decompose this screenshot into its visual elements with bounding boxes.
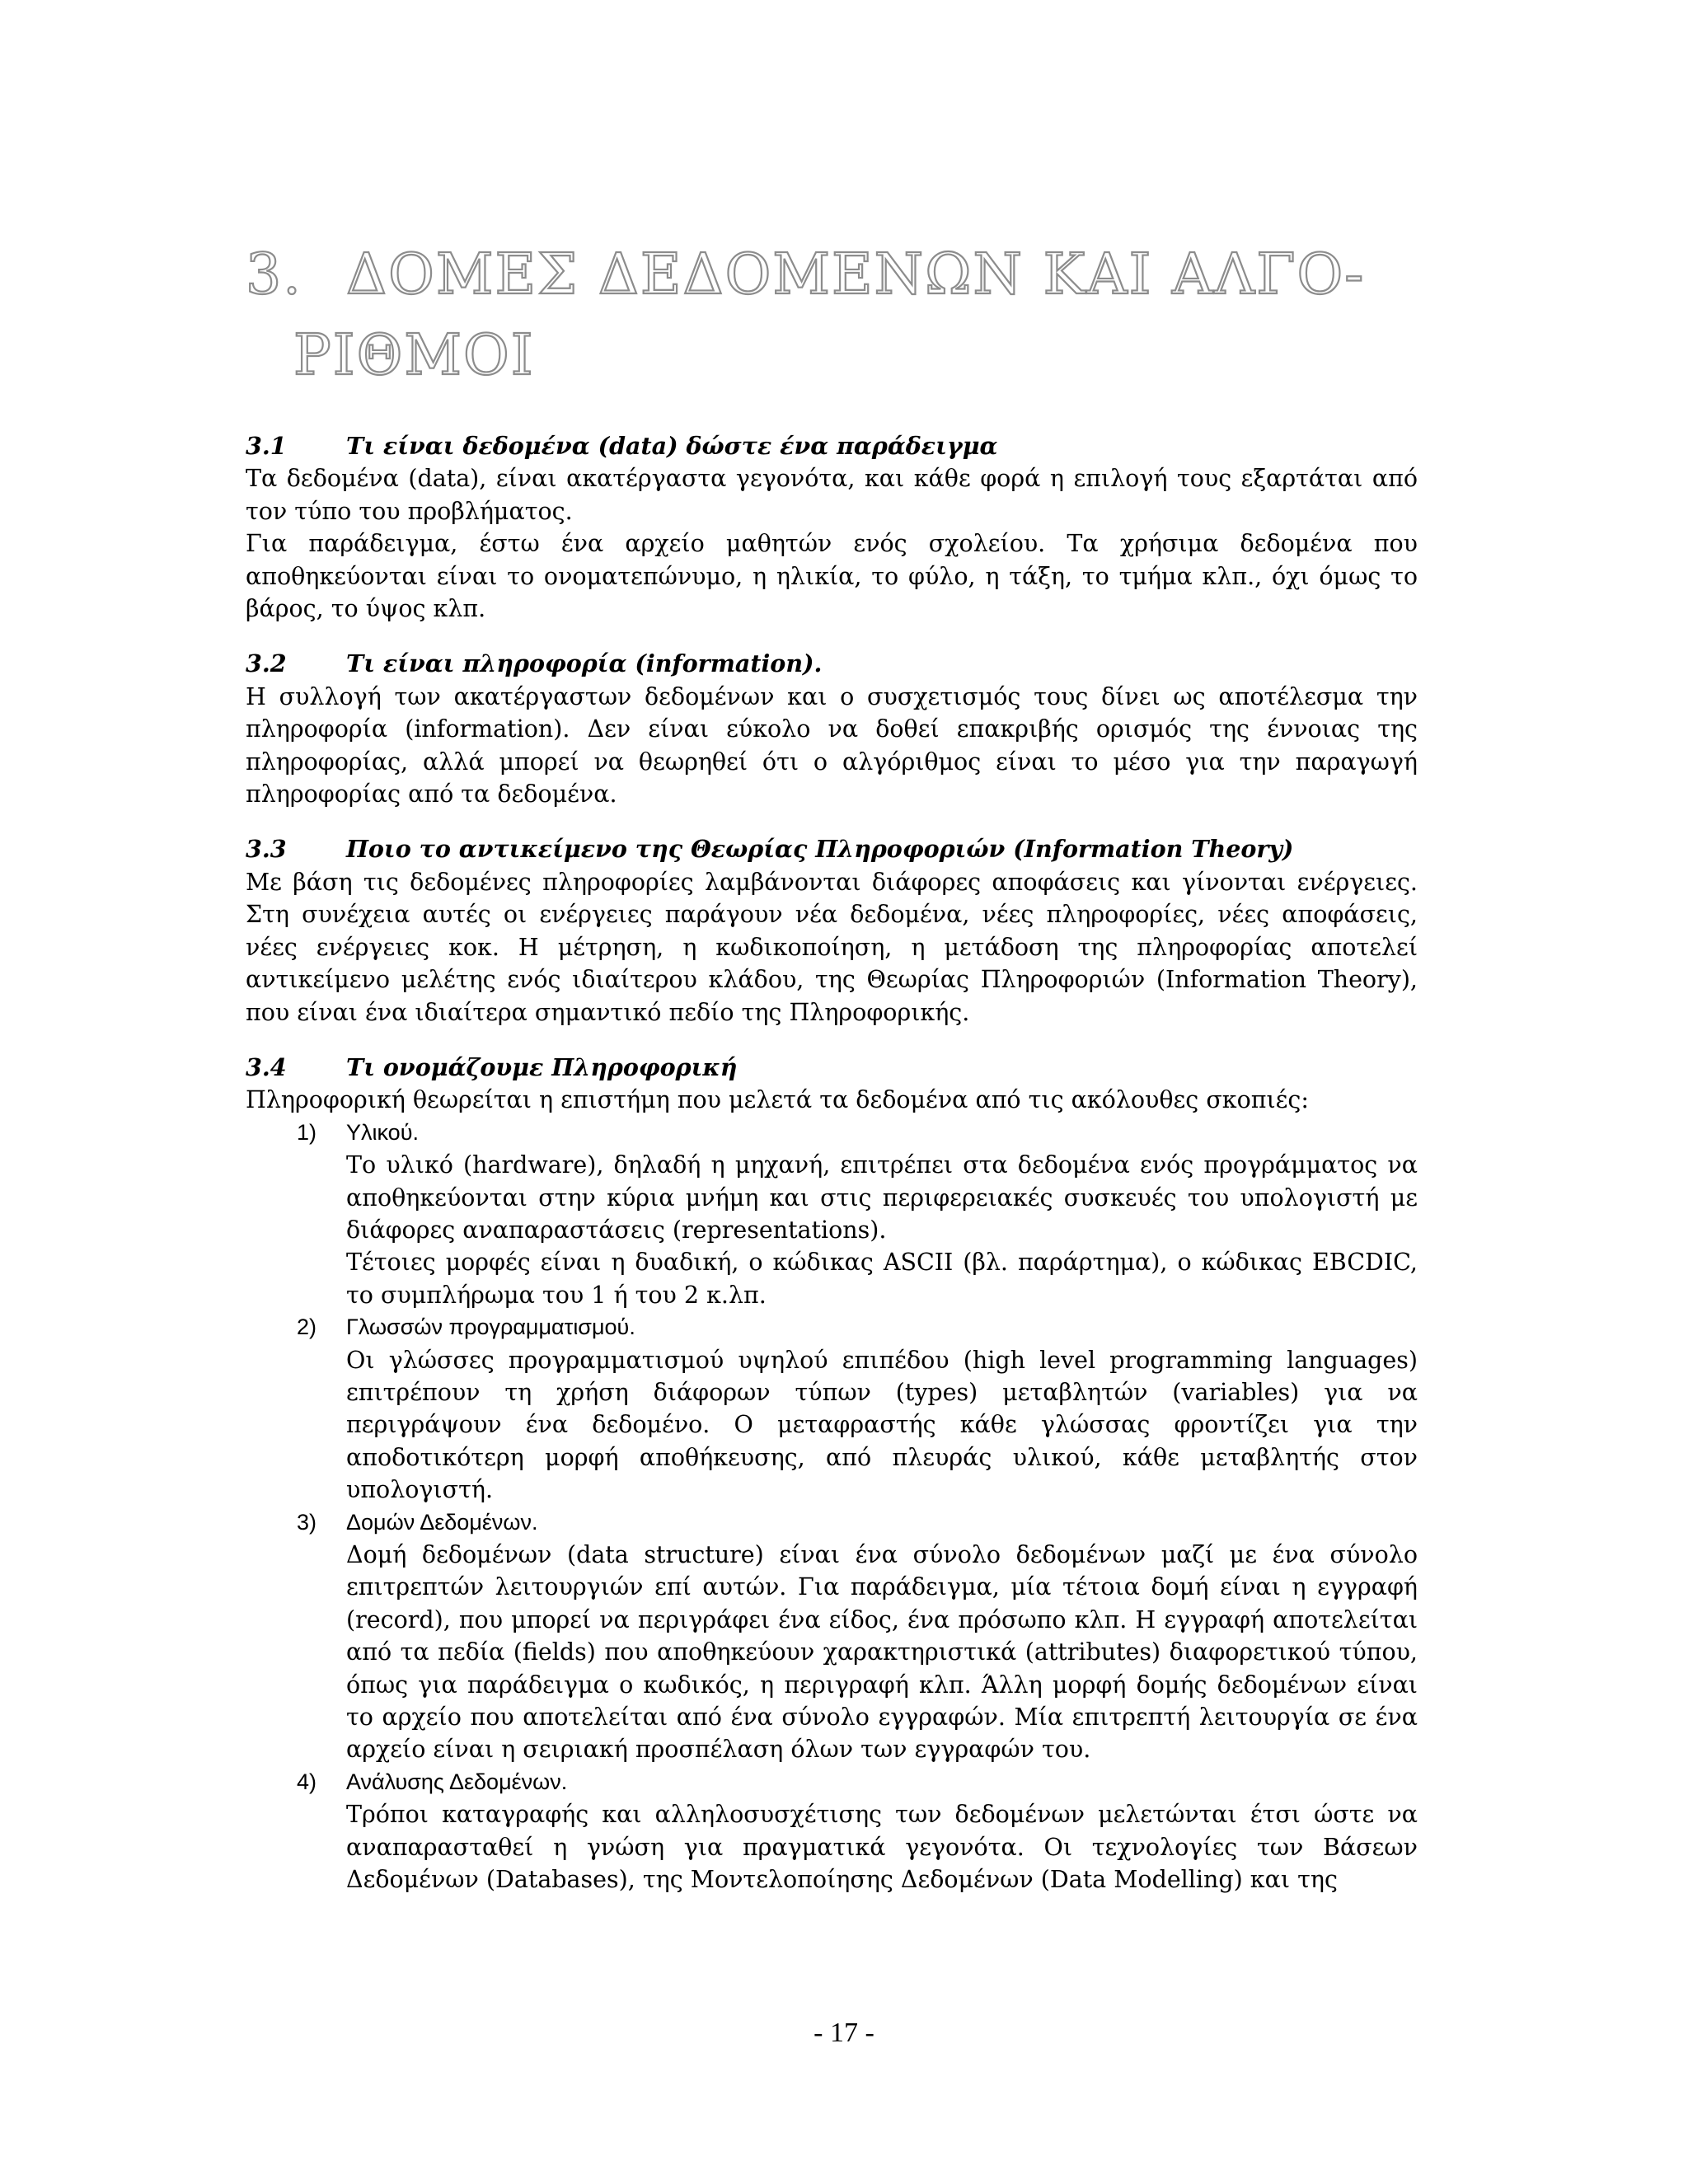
section-heading bbox=[246, 833, 1418, 865]
section-title: Τι είναι πληροφορία (information). bbox=[346, 649, 823, 678]
paragraph: Τέτοιες μορφές είναι η δυαδική, ο κώδικας ASCII (βλ. παράρτημα), ο κώδικας EBCDIC, το συμπλήρωμα του 1 ή του 2 κ.λπ. bbox=[346, 1249, 1418, 1309]
section-heading bbox=[246, 1052, 1418, 1084]
page-number: - 17 - bbox=[814, 2018, 874, 2048]
list-item-number: 4) bbox=[297, 1769, 317, 1794]
list-item-title: Ανάλυσης Δεδομένων. bbox=[346, 1769, 568, 1794]
section-heading bbox=[246, 648, 1418, 680]
section-title: Τι είναι δεδομένα (data) δώστε ένα παράδειγμα bbox=[346, 432, 998, 460]
section-heading bbox=[246, 430, 1418, 462]
list-item bbox=[246, 1766, 1418, 1896]
list-item-title: Δομών Δεδομένων. bbox=[346, 1509, 538, 1535]
paragraph: Το υλικό (hardware), δηλαδή η μηχανή, επιτρέπει στα δεδομένα ενός προγράμματος να αποθηκεύονται στην κύρια μνήμη και στις περιφερειακές συσκευές του υπολογιστή με διάφορες αναπαραστάσεις (representations). bbox=[346, 1151, 1418, 1244]
paragraph: Οι γλώσσες προγραμματισμού υψηλού επιπέδου (high level programming languages) επιτρέπουν τη χρήση διάφορων τύπων (types) μεταβλητών (variables) για να περιγράψουν ένα δεδομένο. Ο μεταφραστής κάθε γλώσσας φροντίζει για την αποδοτικότερη μορφή αποθήκευσης, από πλευράς υλικού, κάθε μεταβλητής στον υπολογιστή. bbox=[346, 1346, 1418, 1504]
paragraph: Με βάση τις δεδομένες πληροφορίες λαμβάνονται διάφορες αποφάσεις και γίνονται ενέργειες. Στη συνέχεια αυτές οι ενέργειες παράγουν νέα δεδομένα, νέες πληροφορίες, νέες αποφάσεις, νέες ενέργειες κοκ. Η μέτρηση, η κωδικοποίηση, η μετάδοση της πληροφορίας αποτελεί αντικείμενο μελέτης ενός ιδιαίτερου κλάδου, της Θεωρίας Πληροφοριών (Information Theory), που είναι ένα ιδιαίτερα σημαντικό πεδίο της Πληροφορικής. bbox=[246, 868, 1418, 1026]
paragraph: Τρόποι καταγραφής και αλληλοσυσχέτισης των δεδομένων μελετώνται έτσι ώστε να αναπαρασταθεί η γνώση για πραγματικά γεγονότα. Οι τεχνολογίες των Βάσεων Δεδομένων (Databases), της Μοντελοποίησης Δεδομένων (Data Modelling) και της bbox=[346, 1801, 1418, 1894]
chapter-title-line-2: ΡΙΘΜΟΙ bbox=[293, 323, 535, 388]
list-item-title: Γλωσσών προγραμματισμού. bbox=[346, 1315, 635, 1340]
section-3-3 bbox=[246, 833, 1418, 1028]
paragraph: Τα δεδομένα (data), είναι ακατέργαστα γεγονότα, και κάθε φορά η επιλογή τους εξαρτάται από τον τύπο του προβλήματος. bbox=[246, 465, 1418, 525]
section-title: Ποιο το αντικείμενο της Θεωρίας Πληροφοριών (Information Theory) bbox=[346, 835, 1294, 864]
list-item bbox=[246, 1311, 1418, 1506]
section-intro: Πληροφορική θεωρείται η επιστήμη που μελετά τα δεδομένα από τις ακόλουθες σκοπιές: bbox=[246, 1086, 1309, 1114]
paragraph: Δομή δεδομένων (data structure) είναι ένα σύνολο δεδομένων μαζί με ένα σύνολο επιτρεπτών λειτουργιών επί αυτών. Για παράδειγμα, μία τέτοια δομή είναι η εγγραφή (record), που μπορεί να περιγράφει ένα είδος, ένα πρόσωπο κλπ. Η εγγραφή αποτελείται από τα πεδία (fields) που αποθηκεύουν χαρακτηριστικά (attributes) διαφορετικού τύπου, όπως για παράδειγμα ο κωδικός, η περιγραφή κλπ. Άλλη μορφή δομής δεδομένων είναι το αρχείο που αποτελείται από ένα σύνολο εγγραφών. Μία επιτρεπτή λειτουργία σε ένα αρχείο είναι η σειριακή προσπέλαση όλων των εγγραφών του. bbox=[346, 1541, 1418, 1764]
list-item-title: Υλικού. bbox=[346, 1119, 419, 1145]
section-number: 3.3 bbox=[246, 835, 287, 864]
section-3-1 bbox=[246, 430, 1418, 625]
section-number: 3.1 bbox=[246, 432, 287, 460]
chapter-title bbox=[246, 235, 1432, 396]
section-3-4 bbox=[246, 1052, 1418, 1896]
page-content bbox=[246, 430, 1418, 1919]
paragraph: Για παράδειγμα, έστω ένα αρχείο μαθητών ενός σχολείου. Τα χρήσιμα δεδομένα που αποθηκεύονται είναι το ονοματεπώνυμο, η ηλικία, το φύλο, η τάξη, το τμήμα κλπ., όχι όμως το βάρος, το ύψος κλπ. bbox=[246, 530, 1418, 623]
list-item-number: 3) bbox=[297, 1509, 317, 1535]
section-3-2 bbox=[246, 648, 1418, 810]
list-item-number: 1) bbox=[297, 1119, 317, 1145]
list-item bbox=[246, 1507, 1418, 1766]
list-item-number: 2) bbox=[297, 1315, 317, 1340]
numbered-list bbox=[246, 1117, 1418, 1896]
list-item bbox=[246, 1117, 1418, 1311]
chapter-number: 3. bbox=[246, 242, 302, 307]
section-title: Τι ονομάζουμε Πληροφορική bbox=[346, 1052, 738, 1081]
chapter-title-line-1: ΔΟΜΕΣ ΔΕΔΟΜΕΝΩΝ ΚΑΙ ΑΛΓΟ- bbox=[346, 242, 1366, 307]
section-number: 3.2 bbox=[246, 649, 287, 678]
paragraph: Η συλλογή των ακατέργαστων δεδομένων και ο συσχετισμός τους δίνει ως αποτέλεσμα την πληροφορία (information). Δεν είναι εύκολο να δοθεί επακριβής ορισμός της έννοιας της πληροφορίας, αλλά μπορεί να θεωρηθεί ότι ο αλγόριθμος είναι το μέσο για την παραγωγή πληροφορίας από τα δεδομένα. bbox=[246, 682, 1418, 808]
section-number: 3.4 bbox=[246, 1052, 287, 1081]
